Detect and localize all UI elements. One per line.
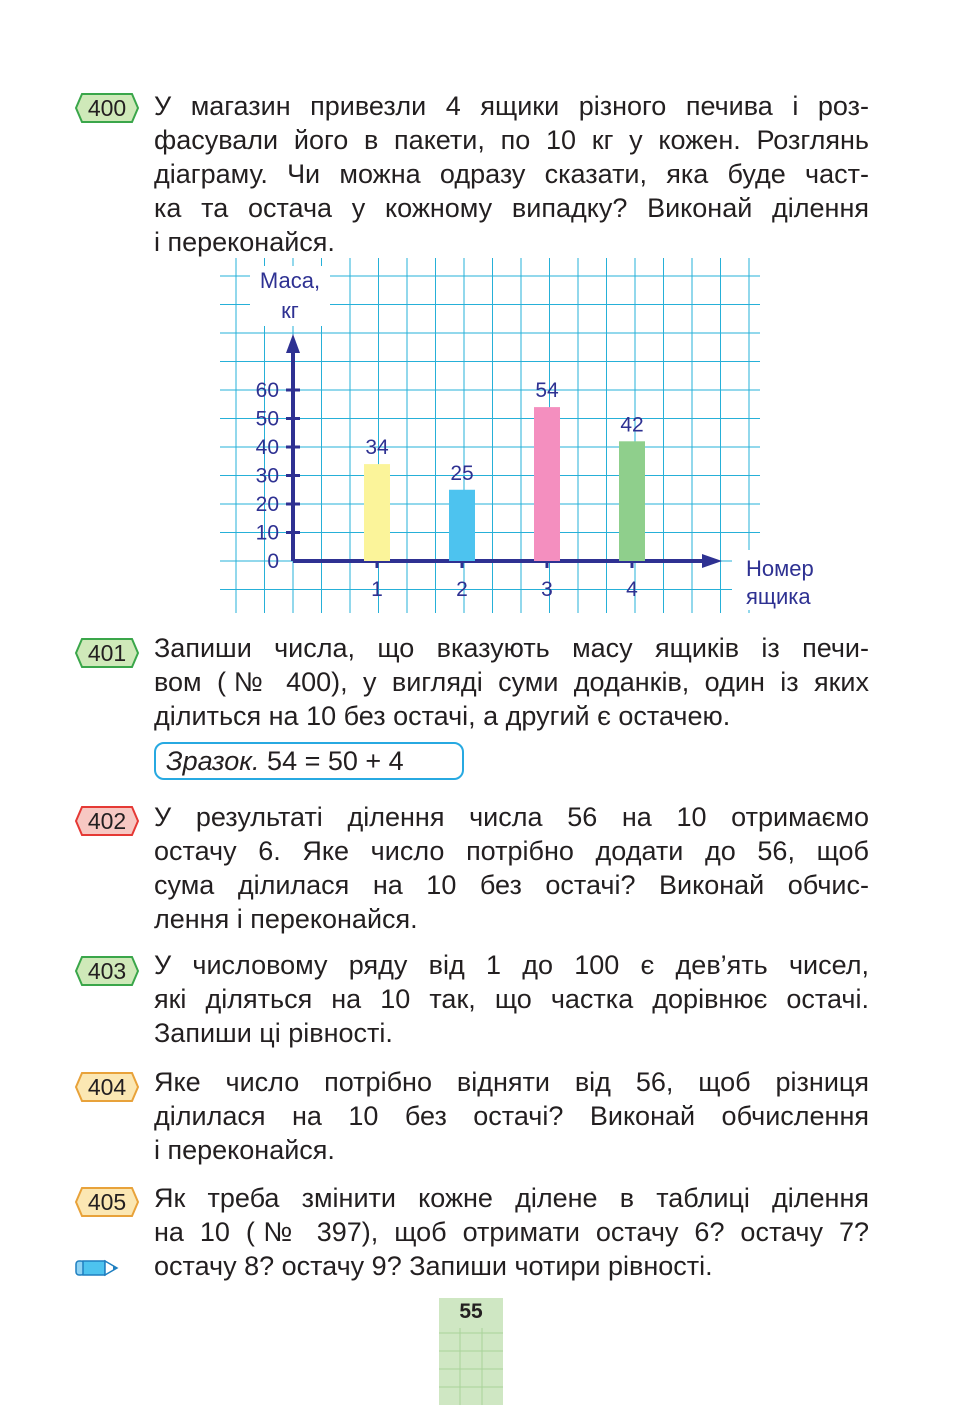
task-text <box>154 948 869 1050</box>
sample-label: Зразок. <box>166 746 260 776</box>
y-tick-label: 60 <box>255 379 279 402</box>
y-tick-label: 20 <box>255 493 279 516</box>
bar <box>449 490 475 561</box>
x-axis-title: Номер <box>746 556 814 581</box>
text-line: У магазин привезли 4 ящики різного печива і роз- <box>154 91 869 121</box>
text-line: ділиться на 10 без остачі, а другий є остачею. <box>154 701 731 731</box>
bar-value-label: 25 <box>450 461 474 485</box>
task-text <box>154 800 869 936</box>
sample-box <box>154 742 464 780</box>
x-axis-arrow <box>702 554 722 568</box>
text-line: і переконайся. <box>154 227 335 257</box>
text-line: сума ділилася на 10 без остачі? Виконай обчис- <box>154 870 869 900</box>
y-axis-unit: кг <box>281 298 299 323</box>
x-tick-label: 3 <box>541 578 553 601</box>
text-line: остачу 6. Яке число потрібно додати до 56, щоб <box>154 836 869 866</box>
text-line: на 10 (№ 397), щоб отримати остачу 6? остачу 7? <box>154 1217 869 1247</box>
text-line: У числовому ряду від 1 до 100 є дев’ять чисел, <box>154 950 869 980</box>
task-text <box>154 89 869 259</box>
task-number-badge <box>74 805 140 837</box>
bar <box>364 464 390 561</box>
y-tick-label: 50 <box>255 407 279 431</box>
y-tick-label: 30 <box>255 464 279 488</box>
text-line: Запиши ці рівності. <box>154 1018 393 1048</box>
task-text <box>154 1181 869 1283</box>
y-axis-title: Маса, <box>259 268 321 293</box>
task-number-badge <box>74 955 140 987</box>
task-number-badge <box>74 1186 140 1218</box>
task-number: 400 <box>87 94 127 121</box>
text-line: Яке число потрібно відняти від 56, щоб різниця <box>154 1067 869 1097</box>
x-axis-title-line2: ящика <box>746 584 811 609</box>
bar-value-label: 34 <box>365 436 389 460</box>
task-text <box>154 631 869 733</box>
x-tick-label: 1 <box>371 578 383 601</box>
text-line: Як треба змінити кожне ділене в таблиці ділення <box>154 1183 869 1213</box>
text-line: які діляться на 10 так, що частка дорівнює остачі. <box>154 984 869 1014</box>
y-tick-label: 0 <box>267 550 279 573</box>
text-line: ка та остача у кожному випадку? Виконай ділення <box>154 193 869 223</box>
y-axis-arrow <box>286 334 300 353</box>
x-tick-label: 2 <box>456 578 468 601</box>
bar <box>619 441 645 561</box>
pencil-icon <box>74 1256 122 1285</box>
bar <box>534 407 560 561</box>
text-line: лення і переконайся. <box>154 904 418 934</box>
bar-value-label: 54 <box>535 379 559 403</box>
text-line: і переконайся. <box>154 1135 335 1165</box>
page-number-tab <box>439 1298 503 1405</box>
text-line: фасували його в пакети, по 10 кг у кожен. Розглянь <box>154 125 869 155</box>
text-line: У результаті ділення числа 56 на 10 отримаємо <box>154 802 869 832</box>
y-tick-label: 40 <box>255 436 279 459</box>
page-number: 55 <box>459 1300 483 1323</box>
task-number: 402 <box>87 807 127 834</box>
text-line: діаграму. Чи можна одразу сказати, яка буде част- <box>154 159 869 189</box>
task-number: 403 <box>87 957 127 984</box>
text-line: Запиши числа, що вказують масу ящиків із печи- <box>154 633 869 663</box>
bar-chart <box>220 258 840 613</box>
bar-value-label: 42 <box>620 413 644 437</box>
text-line: остачу 8? остачу 9? Запиши чотири рівності. <box>154 1251 713 1281</box>
task-text <box>154 1065 869 1167</box>
task-number-badge <box>74 1071 140 1103</box>
task-number-badge <box>74 637 140 669</box>
task-number: 404 <box>87 1073 127 1100</box>
text-line: вом (№ 400), у вигляді суми доданків, один із яких <box>154 667 869 697</box>
x-tick-label: 4 <box>626 578 638 601</box>
task-number: 405 <box>87 1188 127 1215</box>
sample-expression: 54 = 50 + 4 <box>267 746 404 776</box>
task-number: 401 <box>87 639 127 666</box>
chart-bars <box>364 407 645 561</box>
y-tick-label: 10 <box>255 521 279 545</box>
task-number-badge <box>74 92 140 124</box>
text-line: ділилася на 10 без остачі? Виконай обчислення <box>154 1101 869 1131</box>
